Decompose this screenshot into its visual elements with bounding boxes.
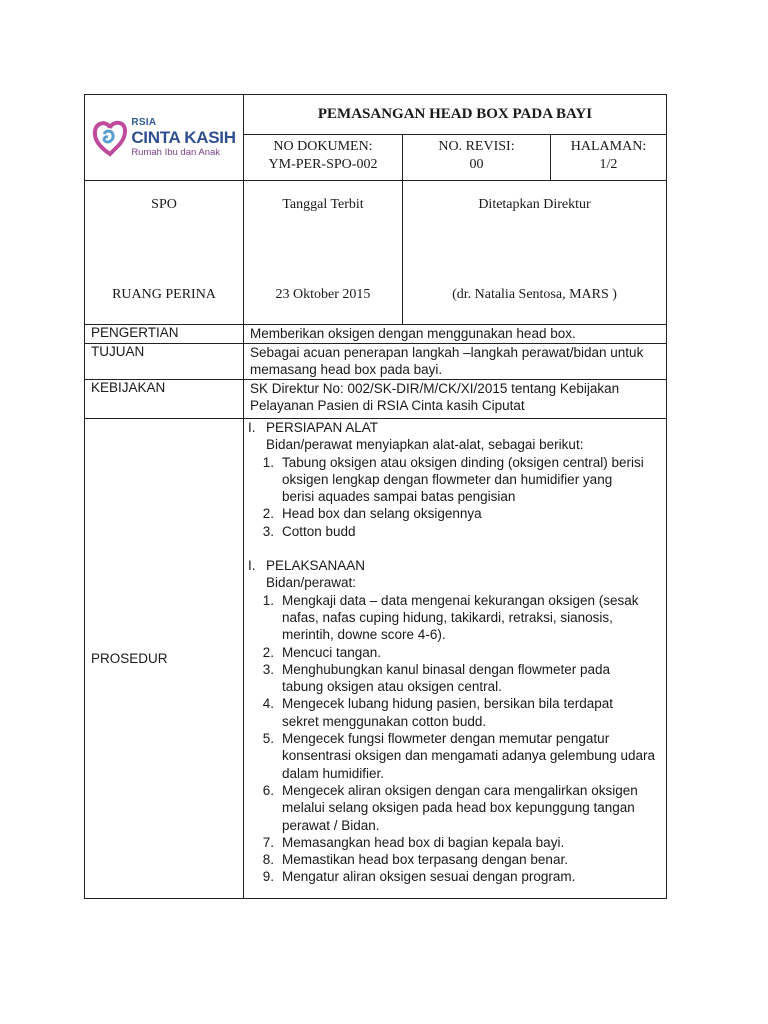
- logo-cell: [85, 95, 244, 181]
- step-line: berisi aquades sampai batas pengisian: [282, 489, 516, 505]
- spo-label: SPO: [151, 197, 177, 212]
- kebijakan-line: Pelayanan Pasien di RSIA Cinta kasih Ciputat: [250, 398, 525, 413]
- step-text: [282, 523, 356, 540]
- spo-cell: [85, 181, 244, 325]
- section-intro: Bidan/perawat:: [266, 575, 357, 591]
- persiapan-steps: [248, 454, 662, 540]
- step-item: [248, 695, 662, 730]
- step-line: Mengecek fungsi flowmeter dengan memutar pengatur: [282, 731, 610, 747]
- step-line: Head box dan selang oksigennya: [282, 506, 482, 522]
- step-item: [248, 730, 662, 782]
- tanggal-cell: [244, 181, 403, 325]
- step-line: Mengecek aliran oksigen dengan cara mengalirkan oksigen: [282, 782, 638, 798]
- prosedur-label: PROSEDUR: [85, 419, 244, 899]
- logo-name: CINTA KASIH: [131, 127, 236, 147]
- kebijakan-label: KEBIJAKAN: [85, 380, 244, 419]
- halaman-value: 1/2: [599, 157, 618, 172]
- step-line: perawat / Bidan.: [282, 817, 380, 833]
- step-number: 2.: [262, 644, 274, 660]
- section-heading: [248, 419, 662, 436]
- step-item: [248, 644, 662, 661]
- no-revisi-value: 00: [469, 157, 484, 172]
- spo-table: [84, 94, 667, 899]
- section-title: PELAKSANAAN: [266, 558, 366, 574]
- tujuan-line: memasang head box pada bayi.: [250, 362, 443, 377]
- step-line: dalam humidifier.: [282, 765, 385, 781]
- ruang-label: RUANG PERINA: [112, 287, 216, 302]
- ditetapkan-label: Ditetapkan Direktur: [478, 197, 591, 212]
- step-item: [248, 782, 662, 834]
- step-text: [282, 782, 638, 834]
- step-line: konsentrasi oksigen dan mengamati adanya gelembung udara: [282, 748, 655, 764]
- step-line: Memasangkan head box di bagian kepala bayi.: [282, 834, 565, 850]
- step-text: [282, 644, 381, 661]
- step-line: nafas, nafas cuping hidung, takikardi, retraksi, sianosis,: [282, 609, 613, 625]
- step-text: [282, 730, 655, 782]
- no-dokumen-label: NO DOKUMEN:: [273, 139, 373, 154]
- step-item: [248, 834, 662, 851]
- step-line: Mengatur aliran oksigen sesuai dengan program.: [282, 869, 576, 885]
- step-item: [248, 592, 662, 644]
- pengertian-label: PENGERTIAN: [85, 325, 244, 344]
- step-text: [282, 454, 644, 506]
- step-item: [248, 505, 662, 522]
- step-number: 3.: [262, 661, 274, 677]
- step-number: 5.: [262, 731, 274, 747]
- tujuan-text: [244, 344, 667, 380]
- tujuan-label: TUJUAN: [85, 344, 244, 380]
- tanggal-label: Tanggal Terbit: [282, 197, 364, 212]
- step-number: 1.: [262, 592, 274, 608]
- step-text: [282, 851, 568, 868]
- section-number: I.: [248, 558, 256, 574]
- step-line: Mencuci tangan.: [282, 644, 382, 660]
- step-line: Menghubungkan kanul binasal dengan flowmeter pada: [282, 661, 610, 677]
- step-line: tabung oksigen atau oksigen central.: [282, 679, 502, 695]
- step-number: 1.: [262, 454, 274, 470]
- document-title: PEMASANGAN HEAD BOX PADA BAYI: [244, 95, 667, 135]
- step-text: [282, 505, 482, 522]
- pelaksanaan-steps: [248, 592, 662, 886]
- no-revisi-label: NO. REVISI:: [438, 139, 515, 154]
- step-item: [248, 454, 662, 506]
- section-number: I.: [248, 420, 256, 435]
- step-line: Mengkaji data – data mengenai kekurangan oksigen (sesak: [282, 592, 639, 608]
- step-text: [282, 868, 575, 885]
- kebijakan-line: SK Direktur No: 002/SK-DIR/M/CK/XI/2015 tentang Kebijakan: [250, 381, 620, 396]
- tanggal-value: 23 Oktober 2015: [275, 287, 371, 302]
- section-heading: [248, 557, 662, 574]
- step-number: 7.: [262, 834, 274, 850]
- section-title: PERSIAPAN ALAT: [266, 420, 379, 435]
- kebijakan-text: [244, 380, 667, 419]
- step-item: [248, 661, 662, 696]
- step-number: 4.: [262, 696, 274, 712]
- step-line: Memastikan head box terpasang dengan benar.: [282, 852, 568, 868]
- pengertian-text: Memberikan oksigen dengan menggunakan head box.: [244, 325, 667, 344]
- step-text: [282, 695, 613, 730]
- halaman-label: HALAMAN:: [570, 139, 647, 154]
- no-dokumen-value: YM-PER-SPO-002: [268, 157, 378, 172]
- step-line: melalui selang oksigen pada head box kepunggung tangan: [282, 800, 635, 816]
- step-text: [282, 834, 564, 851]
- step-text: [282, 592, 638, 644]
- step-item: [248, 851, 662, 868]
- halaman-cell: [551, 135, 667, 181]
- step-item: [248, 523, 662, 540]
- step-number: 2.: [262, 506, 274, 522]
- logo-rsia: RSIA: [131, 116, 157, 128]
- logo-tagline: Rumah Ibu dan Anak: [131, 146, 221, 158]
- step-text: [282, 661, 610, 696]
- direktur-name: (dr. Natalia Sentosa, MARS ): [452, 287, 617, 302]
- heart-logo-icon: [92, 118, 128, 158]
- step-line: Tabung oksigen atau oksigen dinding (oksigen central) berisi: [282, 454, 644, 470]
- step-line: merintih, downe score 4-6).: [282, 627, 446, 643]
- step-item: [248, 868, 662, 885]
- step-number: 6.: [262, 782, 274, 798]
- prosedur-content: [244, 419, 667, 899]
- step-line: oksigen lengkap dengan flowmeter dan humidifier yang: [282, 471, 613, 487]
- step-number: 8.: [262, 852, 274, 868]
- no-revisi-cell: [403, 135, 551, 181]
- ditetapkan-cell: [403, 181, 667, 325]
- hospital-logo: [85, 97, 243, 179]
- step-line: sekret menggunakan cotton budd.: [282, 713, 487, 729]
- no-dokumen-cell: [244, 135, 403, 181]
- step-number: 9.: [262, 869, 274, 885]
- step-line: Mengecek lubang hidung pasien, bersikan bila terdapat: [282, 696, 613, 712]
- tujuan-line: Sebagai acuan penerapan langkah –langkah perawat/bidan untuk: [250, 345, 644, 360]
- step-line: Cotton budd: [282, 523, 356, 539]
- step-number: 3.: [262, 523, 274, 539]
- section-intro: Bidan/perawat menyiapkan alat-alat, sebagai berikut:: [266, 437, 584, 453]
